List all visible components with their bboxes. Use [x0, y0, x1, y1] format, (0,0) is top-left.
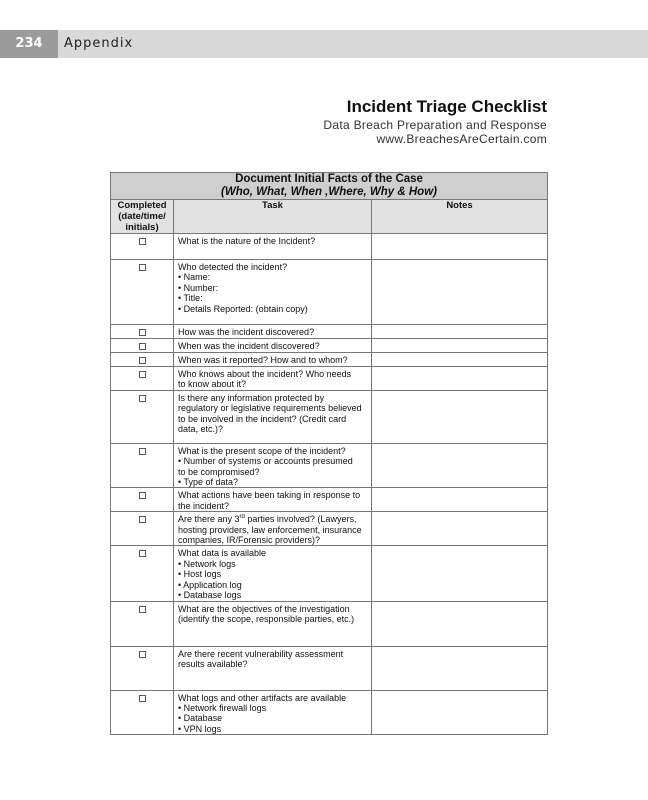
checkbox[interactable] — [139, 492, 146, 499]
task-cell — [174, 512, 372, 546]
checkbox[interactable] — [139, 516, 146, 523]
page-number: 234 — [0, 30, 58, 58]
caption-line-1: Document Initial Facts of the Case — [235, 173, 423, 185]
task-line: (identify the scope, responsible parties, etc.) — [178, 613, 355, 624]
task-cell — [174, 690, 372, 735]
page-header — [0, 30, 648, 58]
section-title: Appendix — [64, 36, 134, 51]
table-row — [111, 339, 548, 353]
task-line: • Details Reported: (obtain copy) — [178, 303, 308, 314]
table-row — [111, 260, 548, 325]
task-line: What actions have been taking in response to — [178, 490, 361, 501]
header-notes: Notes — [372, 200, 548, 234]
task-cell — [174, 367, 372, 391]
task-line: • Number: — [178, 282, 219, 293]
task-line — [178, 514, 367, 524]
task-cell — [174, 488, 372, 512]
checkbox[interactable] — [139, 238, 146, 245]
table-row — [111, 390, 548, 443]
task-line: companies, IR/Forensic providers)? — [178, 535, 321, 546]
notes-cell[interactable] — [372, 260, 548, 325]
notes-cell[interactable] — [372, 546, 548, 601]
document-url: www.BreachesAreCertain.com — [376, 132, 547, 146]
checkbox[interactable] — [139, 264, 146, 271]
completed-cell — [111, 390, 174, 443]
table-row — [111, 367, 548, 391]
task-cell — [174, 546, 372, 601]
task-line: • Network logs — [178, 558, 236, 569]
task-cell — [174, 353, 372, 367]
completed-cell — [111, 690, 174, 735]
triage-checklist-table — [110, 172, 548, 735]
task-cell — [174, 601, 372, 646]
task-line: What is the nature of the Incident? — [178, 236, 316, 246]
checkbox[interactable] — [139, 371, 146, 378]
notes-cell[interactable] — [372, 234, 548, 260]
task-line: to be involved in the incident? (Credit card — [178, 413, 347, 424]
table-row — [111, 325, 548, 339]
table-row — [111, 690, 548, 735]
task-line: data, etc.)? — [178, 424, 224, 435]
completed-cell — [111, 367, 174, 391]
table-row — [111, 234, 548, 260]
task-superscript: rd — [239, 514, 245, 521]
notes-cell[interactable] — [372, 367, 548, 391]
task-cell — [174, 390, 372, 443]
notes-cell[interactable] — [372, 390, 548, 443]
task-line: What is the present scope of the incident? — [178, 445, 346, 456]
header-completed: Completed (date/time/ initials) — [111, 200, 174, 234]
task-line: the incident? — [178, 500, 230, 511]
checkbox[interactable] — [139, 343, 146, 350]
completed-cell — [111, 260, 174, 325]
task-line: Are there recent vulnerability assessment — [178, 648, 344, 659]
completed-cell — [111, 325, 174, 339]
notes-cell[interactable] — [372, 325, 548, 339]
task-line: • Number of systems or accounts presumed — [178, 456, 353, 467]
completed-cell — [111, 353, 174, 367]
completed-cell — [111, 339, 174, 353]
task-line: Who knows about the incident? Who needs — [178, 369, 352, 379]
checkbox[interactable] — [139, 651, 146, 658]
task-line: • VPN logs — [178, 723, 222, 734]
task-line: Who detected the incident? — [178, 262, 288, 272]
checkbox[interactable] — [139, 395, 146, 402]
checkbox[interactable] — [139, 329, 146, 336]
table-row — [111, 488, 548, 512]
task-cell — [174, 339, 372, 353]
document-title: Incident Triage Checklist — [346, 97, 547, 116]
task-line: • Title: — [178, 293, 203, 304]
notes-cell[interactable] — [372, 488, 548, 512]
completed-cell — [111, 234, 174, 260]
task-line: How was the incident discovered? — [178, 327, 315, 337]
checkbox[interactable] — [139, 448, 146, 455]
completed-cell — [111, 488, 174, 512]
task-cell — [174, 234, 372, 260]
table-row — [111, 646, 548, 690]
completed-cell — [111, 601, 174, 646]
task-line: What are the objectives of the investigation — [178, 603, 350, 614]
caption-line-2: (Who, What, When ,Where, Why & How) — [221, 186, 437, 198]
notes-cell[interactable] — [372, 512, 548, 546]
notes-cell[interactable] — [372, 339, 548, 353]
table-row — [111, 353, 548, 367]
completed-cell — [111, 512, 174, 546]
task-line: • Name: — [178, 272, 211, 283]
completed-cell — [111, 546, 174, 601]
task-line: regulatory or legislative requirements believed — [178, 403, 362, 414]
task-text: parties involved? (Lawyers, — [244, 514, 357, 525]
task-line: to be compromised? — [178, 466, 260, 477]
task-line: When was it reported? How and to whom? — [178, 355, 348, 365]
notes-cell[interactable] — [372, 690, 548, 735]
table-row — [111, 512, 548, 546]
task-line: • Type of data? — [178, 477, 239, 488]
checkbox[interactable] — [139, 357, 146, 364]
table-row — [111, 443, 548, 488]
task-line: to know about it? — [178, 379, 247, 390]
task-line: Is there any information protected by — [178, 392, 325, 403]
table-row — [111, 601, 548, 646]
completed-cell — [111, 646, 174, 690]
notes-cell[interactable] — [372, 646, 548, 690]
task-line: • Application log — [178, 579, 242, 590]
task-cell — [174, 260, 372, 325]
task-line: • Database logs — [178, 590, 242, 601]
table-row — [111, 546, 548, 601]
task-cell — [174, 443, 372, 488]
task-line: results available? — [178, 658, 248, 669]
task-text: Are there any 3 — [178, 514, 240, 525]
notes-cell[interactable] — [372, 443, 548, 488]
task-line: hosting providers, law enforcement, insurance — [178, 524, 362, 535]
notes-cell[interactable] — [372, 601, 548, 646]
task-line: • Host logs — [178, 569, 222, 580]
header-task: Task — [174, 200, 372, 234]
checkbox[interactable] — [139, 695, 146, 702]
task-line: • Database — [178, 713, 223, 724]
document-subtitle: Data Breach Preparation and Response — [323, 118, 547, 132]
checkbox[interactable] — [139, 550, 146, 557]
task-line: What logs and other artifacts are available — [178, 692, 347, 703]
checkbox[interactable] — [139, 606, 146, 613]
table-caption — [111, 173, 548, 200]
task-line: When was the incident discovered? — [178, 341, 320, 351]
completed-cell — [111, 443, 174, 488]
notes-cell[interactable] — [372, 353, 548, 367]
task-cell — [174, 646, 372, 690]
task-line: What data is available — [178, 548, 267, 559]
task-cell — [174, 325, 372, 339]
task-line: • Network firewall logs — [178, 702, 267, 713]
